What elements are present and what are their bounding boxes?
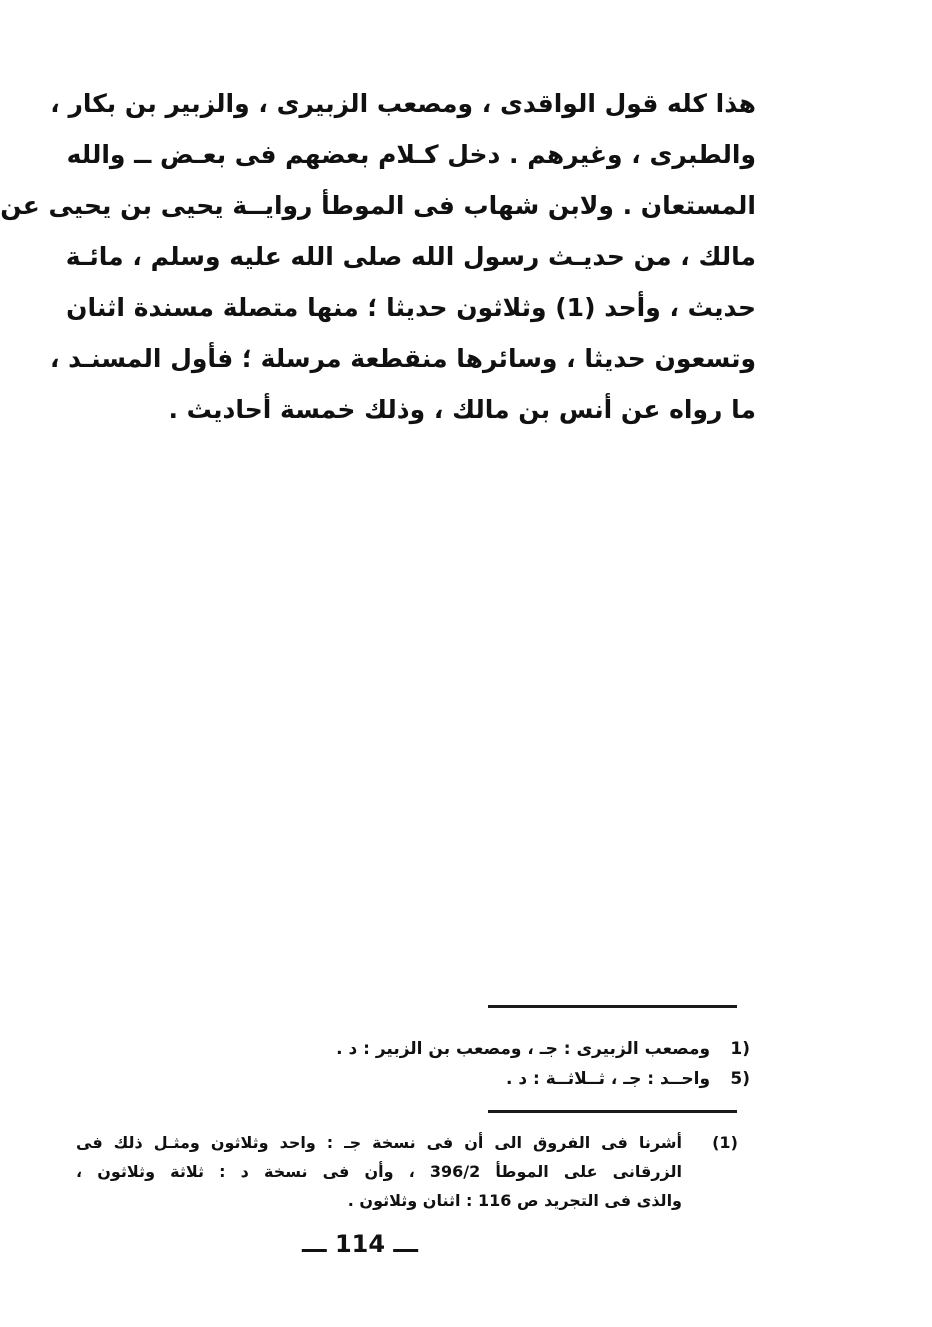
footnote-line: والذى فى التجريد ص 116 : اثنان وثلاثون . [347,1191,682,1210]
footnote-line: الزرقانى على الموطأ 396/2 ، وأن فى نسخة د : ثلاثة وثلاثون ، [76,1162,682,1181]
text-line: هذا كله قول الواقدى ، ومصعب الزبيرى ، والزبير بن بكار ، [50,89,756,118]
footnote-marker: (1) [712,1133,738,1152]
variant-note-text: واحــد : جـ ، ثــلاثــة : د . [506,1069,711,1089]
text-line: ما رواه عن أنس بن مالك ، وذلك خمسة أحاديث . [168,395,756,424]
footnote-body [76,1128,682,1215]
text-line: مالك ، من حديـث رسول الله صلى الله عليه وسلم ، مائـة [65,242,756,271]
variant-note [230,1034,750,1064]
footnote-divider [488,1005,737,1008]
variant-note-number: (1 [730,1039,750,1059]
text-line: المستعان . ولابن شهاب فى الموطأ روايــة يحيى بن يحيى عن [0,191,756,220]
text-line: حديث ، وأحد (1) وثلاثون حديثا ؛ منها متصلة مسندة اثنان [66,293,756,322]
variant-note-text: ومصعب الزبيرى : جـ ، ومصعب بن الزبير : د . [336,1039,711,1059]
footnote-divider [488,1110,737,1113]
variant-note-number: (5 [730,1069,750,1089]
variant-note [230,1064,750,1094]
text-line: والطبرى ، وغيرهم . دخل كـلام بعضهم فى بعـض ــ والله [66,140,756,169]
page-number: ـــ 114 ـــ [301,1230,419,1258]
text-line: وتسعون حديثا ، وسائرها منقطعة مرسلة ؛ فأول المسنـد ، [49,344,756,373]
main-paragraph [0,78,756,435]
footnote-line: أشرنا فى الفروق الى أن فى نسخة جـ : واحد وثلاثون ومثـل ذلك فى [76,1133,682,1152]
variant-notes [230,1034,750,1094]
footnote [76,1128,740,1215]
